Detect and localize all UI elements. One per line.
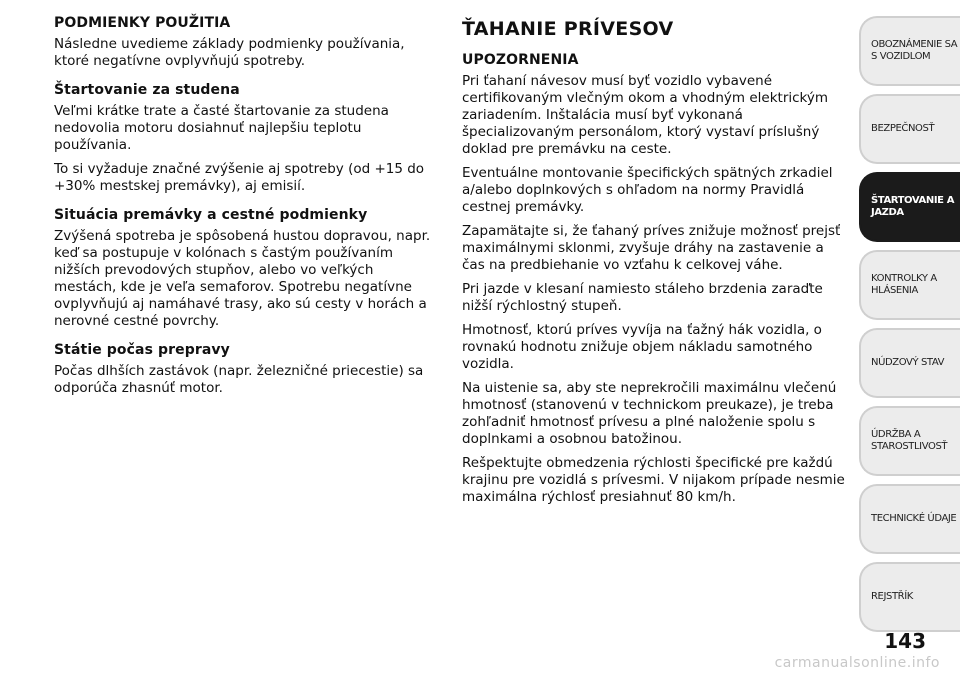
tab-technical-data[interactable]: TECHNICKÉ ÚDAJE [859,484,960,554]
paragraph: Pri ťahaní návesov musí byť vozidlo vybavené certifikovaným vlečným okom a vhodným elektrickým zariadením. Inštalácia musí byť vykonaná špecializovaným personálom, ktorý vystaví príslušný doklad pre premávku na ceste. [462,73,829,157]
section-heading-stops: Státie počas prepravy [54,342,230,358]
page-number: 143 [884,629,926,653]
section-heading-cold-start: Štartovanie za studena [54,82,240,98]
paragraph: Na uistenie sa, aby ste neprekročili maximálnu vlečenú hmotnosť (stanovenú v technickom preukaze), je treba zohľadniť hmotnosť prívesu a plné naloženie spolu s doplnkami a osobnou batožinou. [462,380,837,447]
right-column [462,17,850,513]
tab-maintenance[interactable]: ÚDRŽBA A STAROSTLIVOSŤ [859,406,960,476]
page-title: ŤAHANIE PRÍVESOV [462,18,674,40]
paragraph: Eventuálne montovanie špecifických spätných zrkadiel a/alebo doplnkových s ohľadom na normy Pravidlá cestnej premávky. [462,165,833,215]
left-column [54,14,438,404]
tab-starting-driving[interactable]: ŠTARTOVANIE A JAZDA [859,172,960,242]
paragraph: To si vyžaduje značné zvýšenie aj spotreby (od +15 do +30% mestskej premávky), aj emisií. [54,161,425,194]
paragraph: Rešpektujte obmedzenia rýchlosti špecifické pre každú krajinu pre vozidlá s prívesmi. V nijakom prípade nesmie maximálna rýchlosť presiahnuť 80 km/h. [462,455,845,505]
tab-emergency[interactable]: NÚDZOVÝ STAV [859,328,960,398]
section-heading-warnings: UPOZORNENIA [462,52,579,68]
paragraph: Hmotnosť, ktorú príves vyvíja na ťažný hák vozidla, o rovnakú hodnotu znižuje objem nákladu samotného vozidla. [462,322,822,372]
paragraph: Zvýšená spotreba je spôsobená hustou dopravou, napr. keď sa postupuje v kolónach s častým používaním nižších prevodových stupňov, alebo vo veľkých mestách, kde je veľa semaforov. Spotrebu negatívne ovplyvňujú aj namáhavé trasy, ako sú cesty v horách a nerovné cestné povrchy. [54,228,431,329]
section-heading-traffic: Situácia premávky a cestné podmienky [54,207,368,223]
tab-introduction[interactable]: OBOZNÁMENIE SA S VOZIDLOM [859,16,960,86]
chapter-tabs [859,16,960,640]
tab-safety[interactable]: BEZPEČNOSŤ [859,94,960,164]
paragraph: Zapamätajte si, že ťahaný príves znižuje možnosť prejsť maximálnymi sklonmi, zvyšuje dráhy na zastavenie a čas na predbiehanie vo vzťahu k celkovej váhe. [462,223,841,273]
tab-index[interactable]: REJSTŘÍK [859,562,960,632]
paragraph: Pri jazde v klesaní namiesto stáleho brzdenia zaraďte nižší rýchlostný stupeň. [462,281,823,314]
paragraph: Počas dlhších zastávok (napr. železničné priecestie) sa odporúča zhasnúť motor. [54,363,424,396]
paragraph: Veľmi krátke trate a časté štartovanie za studena nedovolia motoru dosiahnuť najlepšiu teplotu používania. [54,103,389,153]
section-heading-usage-conditions: PODMIENKY POUŽITIA [54,15,231,31]
tab-warning-lights[interactable]: KONTROLKY A HLÁSENIA [859,250,960,320]
watermark: carmanualsonline.info [774,655,940,671]
paragraph: Následne uvedieme základy podmienky používania, ktoré negatívne ovplyvňujú spotreby. [54,36,405,69]
